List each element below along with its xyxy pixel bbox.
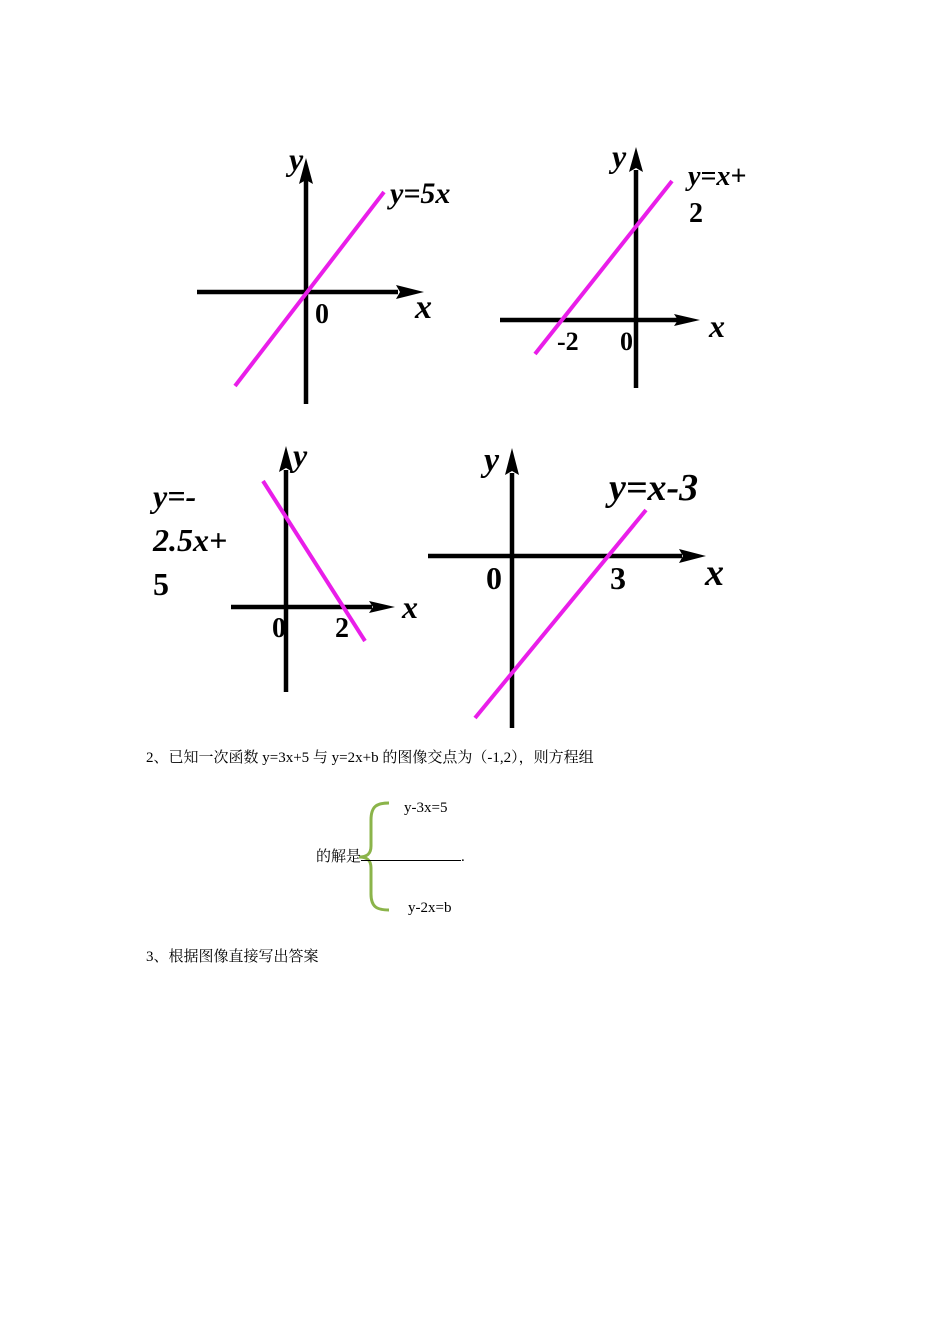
graph-y-5x [197, 141, 450, 404]
y-axis-arrow-icon [629, 147, 643, 172]
x-axis-arrow-icon [369, 601, 395, 613]
y-axis-arrow-icon [505, 448, 519, 475]
solution-prefix: 的解是 [316, 849, 362, 865]
equation-label-line2: 2.5x+ [153, 522, 228, 558]
x-axis-label: x [415, 289, 432, 326]
equation-1: y-3x=5 [404, 800, 448, 816]
function-line [235, 192, 384, 386]
equation-label-line3: 5 [153, 566, 169, 602]
equation-2: y-2x=b [408, 900, 452, 916]
equation-label-line2: 2 [689, 198, 703, 229]
graph-y-x-plus-2 [500, 138, 746, 388]
origin-label: 0 [486, 560, 502, 596]
equation-label-line1: y=x+ [688, 161, 747, 192]
question-2-text: 2、已知一次函数 y=3x+5 与 y=2x+b 的图像交点为（-1,2），则方程组 [146, 750, 594, 766]
x-intercept-label: 3 [610, 560, 626, 596]
x-axis-arrow-icon [679, 549, 706, 563]
y-axis-label: y [484, 442, 500, 479]
equation-label-line1: y=- [153, 478, 197, 514]
solution-suffix: . [461, 849, 465, 865]
origin-label: 0 [620, 327, 633, 356]
y-axis-label: y [612, 138, 627, 174]
origin-label: 0 [272, 613, 286, 644]
x-axis-label: x [705, 552, 724, 594]
function-line [475, 510, 646, 718]
x-axis-label: x [402, 589, 418, 625]
question-3-text: 3、根据图像直接写出答案 [146, 949, 319, 965]
x-intercept-label: -2 [557, 327, 579, 356]
y-axis-label: y [289, 141, 304, 177]
solution-line [316, 850, 465, 865]
x-axis-label: x [709, 308, 725, 344]
y-axis-label: y [293, 437, 308, 473]
equation-label: y=x-3 [609, 467, 699, 509]
graph-y-neg2.5x-plus-5 [149, 437, 418, 692]
answer-blank[interactable] [361, 860, 461, 861]
graph-y-x-minus-3 [428, 442, 724, 728]
y-axis-arrow-icon [279, 446, 293, 472]
origin-label: 0 [315, 299, 329, 330]
equation-label: y=5x [390, 177, 451, 210]
function-line [535, 181, 672, 354]
x-intercept-label: 2 [335, 613, 349, 644]
